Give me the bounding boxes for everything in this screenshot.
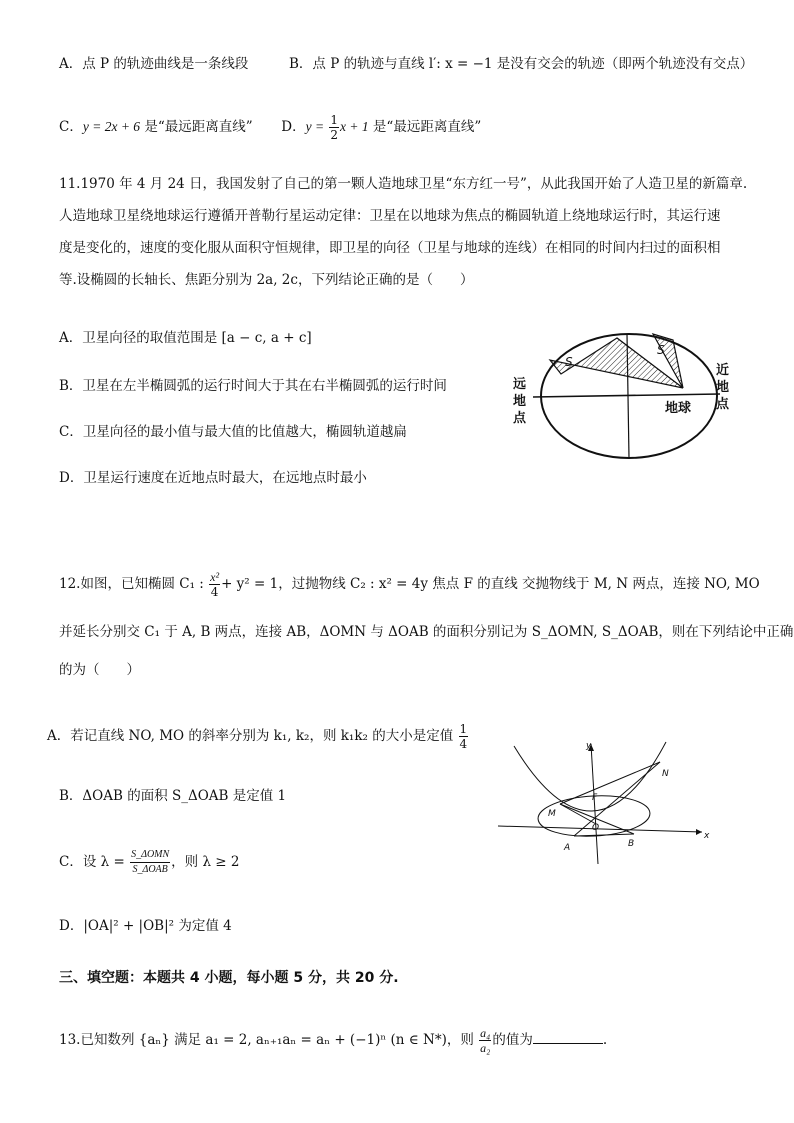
q12-option-d: D．|OA|² + |OB|² 为定值 4 [59,918,232,934]
q11-line-3: 度是变化的，速度的变化服从面积守恒规律，即卫星的向径（卫星与地球的连线）在相同的时间内扫过的面积相 [59,240,721,256]
fig-label-y: y [586,741,592,751]
conic-figure [494,738,716,868]
q12-a-fraction [459,722,469,751]
near-point-label-2: 地 [716,380,730,395]
q11-line-2: 人造地球卫星绕地球运行遵循开普勒行星运动定律：卫星在以地球为焦点的椭圆轨道上绕地球运行时，其运行速 [59,208,721,224]
q12-a-den: 4 [459,737,468,751]
far-point-label-1: 远 [513,377,527,392]
fig-label-b: B [628,839,635,849]
fig-label-o: O [592,823,600,833]
q10-option-a: A．点 P 的轨迹曲线是一条线段 [59,56,249,72]
area-label-right: S [657,343,665,357]
fig-label-a: A [564,843,571,853]
q12-frac-den: 4 [210,585,219,599]
fig-label-f: F [592,793,598,803]
q10-d-num: 1 [330,113,339,127]
q13-answer-blank[interactable] [533,1029,603,1044]
q12-ellipse-fraction [209,570,220,599]
q13-pre: 13.已知数列 {aₙ} 满足 a₁ = 2, aₙ₊₁aₙ = aₙ + (−1)ⁿ (n ∈ N*)，则 [59,1032,474,1048]
q13-line [59,1026,607,1055]
q11-line-1: 11.1970 年 4 月 24 日，我国发射了自己的第一颗人造地球卫星“东方红一号”，从此我国开始了人造卫星的新篇章. [59,176,748,192]
q12-option-c [59,848,240,877]
q10-d-fraction [329,113,339,142]
q10-c-label: C． [59,119,83,135]
q10-option-c [59,113,481,142]
q12-line-1-pre: 12.如图，已知椭圆 C₁ : [59,576,204,592]
q12-c-pre: C．设 λ = [59,854,125,870]
q12-c-den: S_ΔOAB [132,864,168,875]
q12-a-text: A．若记直线 NO, MO 的斜率分别为 k₁, k₂，则 k₁k₂ 的大小是定值 [47,728,454,744]
q12-line-2: 并延长分别交 C₁ 于 A, B 两点，连接 AB，ΔOMN 与 ΔOAB 的面积分别记为 S_ΔOMN, S_ΔOAB，则在下列结论中正确 [59,624,794,640]
far-point-label-3: 点 [513,411,527,426]
q12-option-b: B．ΔOAB 的面积 S_ΔOAB 是定值 1 [59,788,287,804]
near-point-label-1: 近 [716,363,730,378]
q10-d-label: D． [281,119,306,135]
q10-d-text: 是“最远距离直线” [368,119,482,135]
q11-line-4: 等.设椭圆的长轴长、焦距分别为 2a, 2c，下列结论正确的是（ ） [59,272,474,288]
fig-label-x: x [704,831,710,841]
major-axis [533,394,720,397]
q12-option-a [47,722,469,751]
q10-d-den: 2 [330,128,339,142]
q11-option-a: A．卫星向径的取值范围是 [a − c, a + c] [59,330,312,346]
q12-line-3: 的为（ ） [59,662,140,678]
far-point-label-2: 地 [513,394,527,409]
q10-d-eq-left: y = [305,119,325,134]
q12-a-num: 1 [459,722,468,736]
q12-c-fraction [130,848,170,877]
q11-option-d: D．卫星运行速度在近地点时最大，在远地点时最小 [59,470,367,486]
q13-num: a₄ [480,1026,491,1040]
earth-label: 地球 [665,401,692,416]
orbit-figure [505,318,745,468]
q13-post: 的值为 [492,1032,533,1048]
q13-fraction [479,1026,491,1055]
q12-frac-num: x² [210,570,220,584]
section-3-heading: 三、填空题：本题共 4 小题，每小题 5 分，共 20 分. [59,970,399,986]
fig-label-m: M [548,809,556,819]
q12-c-num: S_ΔOMN [130,848,170,863]
q12-line-1 [59,570,760,599]
near-point-label-3: 点 [716,397,730,412]
q13-den: a₂ [480,1041,491,1055]
q11-option-b: B．卫星在左半椭圆弧的运行时间大于其在右半椭圆弧的运行时间 [59,378,447,394]
y-axis [591,744,598,864]
q13-end: . [602,1032,608,1048]
q10-d-eq-right: x + 1 [340,119,369,134]
q12-line-1-post: + y² = 1，过抛物线 C₂ : x² = 4y 焦点 F 的直线 交抛物线于 M, N 两点，连接 NO, MO [221,576,760,592]
q10-option-b: B．点 P 的轨迹与直线 l′: x = −1 是没有交会的轨迹（即两个轨迹没有交点） [289,56,754,72]
q10-c-equation: y = 2x + 6 [82,119,141,134]
q11-option-c: C．卫星向径的最小值与最大值的比值越大，椭圆轨道越扁 [59,424,407,440]
x-axis [498,826,702,832]
fig-label-n: N [662,769,669,779]
q10-c-text: 是“最远距离直线” [140,119,253,135]
area-label-left: S [565,355,573,369]
q12-c-post: ，则 λ ≥ 2 [171,854,240,870]
